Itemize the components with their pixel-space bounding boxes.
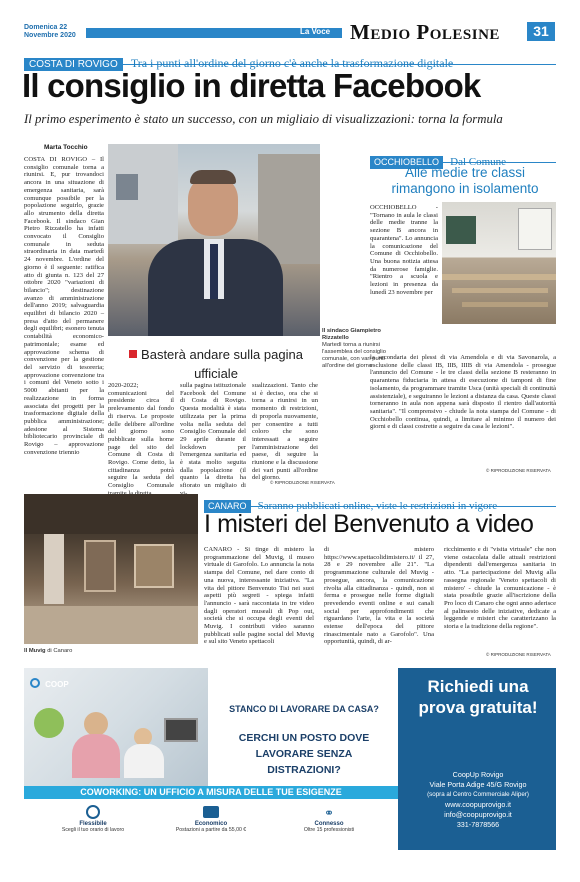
canaro-tag: CANARO [204,500,251,513]
kicker [24,52,556,70]
article-col3: sulla pagina istituzionale Facebook del Comune di Costa di Rovigo. Questa modalità è stata utilizzata per la prima volta nella seduta del Consiglio Comunale del 29 aprile durante il lockdown per l'emergenza sanitaria ed è stata molto seguita dalla popolazione (il quanto la diretta ha sfiorato un migliaio di [180,382,246,490]
caption-text: Martedì torna a riunirsi l'assemblea del consiglio comunale, con vari punti all'ordine del giorno [322,342,386,369]
museum-caption-name: Il Muvig [24,648,46,654]
ad-logo-text: COOP [45,680,69,689]
date-day: Domenica 22 [24,24,68,31]
side-kicker [370,150,556,168]
feature-economy-title: Economico [194,821,228,827]
side-tag: OCCHIOBELLO [370,156,443,169]
side-body-full: la secondaria dei plessi di via Amendola e di via Savonarola, a esclusione delle classi IB, IIB, IIIB di via Amendola - prosegue l'annuncio del Comune - le tre classi della sezione B resteranno in quarantena fiduciaria in attesa di esecuzione di tamponi di fine isolamento, da programmare tramite Usca (unità speciali di continuità assistenziale), e seguiranno le lezioni a distanza da casa. Queste classi torneranno in aula non appena sarà disposto il rientro dall'autorità sanitaria". "Il comprensivo - chiude la nota stampa del Comune - di Occhiobello continua, quindi, a limitare al minimo il numero dei giorni e di classi costrette a seguire da casa le lezioni". [370,354,556,431]
mayor-photo [108,144,320,336]
feature-flexible [38,805,148,833]
article-col1: COSTA DI ROVIGO – Il consiglio comunale torna a riunirsi. E, pur trovandoci ancora in una situazione di emergenza sanitaria, sarà comunque possibile per la popolazione seguirlo, grazie allo strumento della diretta Facebook. Il sindaco Gian Pietro Rizzatello ha infatti convocato il Consiglio comunale in seduta straordinaria in data martedì 24 novembre. L'ordine del giorno è il seguente: ratifica atto di giunta n. 123 del 27 ottobre 2020 "variazioni di bilancio"; destinazione avanzo di amministrazione dell'anno 2019; salvaguardia equilibri di bilancio 2020 – presa d'atto del permanere degli equilibri; esonero tenuta contabilità economico-patrimoniale; esame ed approvazione schema di convenzione per la gestione del servizio di tesoreria; approvazione convenzione tra i comuni del Veneto sotto i 5000 abitanti per la realizzazione in forma associata dei progetti per la trasformazione digitale della pubblica amministrazione; adesione al Sistema bibliotecario provinciale di Rovigo – approvazione convenzione triennio [24,156,104,456]
author: Marta Tocchio [44,144,88,151]
side-reserved: © RIPRODUZIONE RISERVATA [486,468,551,473]
ad-logo [30,672,69,691]
museum-photo [24,494,198,644]
date [24,24,76,40]
feature-connected-text: Oltre 15 professionisti [303,827,355,833]
coop-logo-icon [30,678,40,688]
classroom-photo [442,202,556,324]
share-icon: ⚭ [323,806,335,820]
ad-banner: COWORKING: UN UFFICIO A MISURA DELLE TUE ESIGENZE [24,786,398,799]
subhead: Il primo esperimento è stato un successo, con un migliaio di visualizzazioni: torna la formula [24,112,503,126]
ad-address: Viale Porta Adige 45/G Rovigo [429,780,527,789]
museum-caption [24,648,72,654]
canaro-col1: CANARO - Si tinge di mistero la programmazione del Muvig, il museo virtuale di Garofolo. Lo annuncia la nota stampa del Comune, nel dare conto di una nuova, interessante iniziativa. "La vita del pittore Benvenuto Tisi nei suoi aspetti più segreti - spiega infatti l'annuncio - sarà raccontata in tre video dagli operatori museali di Pop out, società che si occupa degli eventi del Muvig. I contributi video saranno pubblicati sulle pagine social del Muvig e sul sito Veneto spettacoli [204,546,314,646]
square-icon [129,350,137,358]
side-tag-text: Dal Comune [450,156,507,168]
ad-web[interactable]: www.coopuprovigo.it [445,800,511,809]
pull-quote-text: Basterà andare sulla pagina ufficiale [141,347,303,381]
main-reserved: © RIPRODUZIONE RISERVATA [270,480,335,485]
ad-address-2: (sopra al Centro Commerciale Aliper) [427,791,529,798]
museum-caption-text: di Canaro [47,648,73,654]
ad-phone: 331-7878566 [456,820,500,829]
feature-flexible-title: Flessibile [79,821,107,827]
feature-flexible-text: Scegli il tuo orario di lavoro [61,827,125,833]
article-col4: sualizzazioni. Tanto che si è deciso, ora che si torna a riunirsi in un momento di restrizioni, di proporla nuovamente, per consentire a tutti coloro che sono interessati a seguire l'amministrazione dei paese, di seguire la riunione e la discussione dei vari punti all'ordine del giorno. [252,382,318,482]
page-number: 31 [527,22,555,41]
caption-name: Il sindaco Giampietro Rizzatello [322,328,381,341]
canaro-headline: I misteri del Benvenuto a video [204,510,534,538]
section-title: Medio Polesine [350,20,500,44]
feature-connected-title: Connesso [314,821,344,827]
article-col2: 2020-2022; comunicazioni del presidente circa il prelevamento dal fondo di riserva. Le proposte delle delibere all'ordine del giorno sono pubblicate sulla home page del sito del Comune di Costa di Rovigo. Come detto, la cittadinanza potrà seguire la seduta del Consiglio Comunale [108,382,174,490]
canaro-col3: ricchimento e di "visita virtuale" che non viene ostacolata dalle attuali restrizioni dipendenti dall'emergenza sanitaria in atto. "La partecipazione del Muvig alla rassegna regionale 'Veneto spettacoli di mistero' - chiude la comunicazione - è stata possibile grazie all'iscrizione della Pro loco di Canaro che ogni anno aderisce al palinsesto delle iniziative, dedicate a leggende e misteri che caratterizzano la storia e la tradizione della regione". [444,546,556,631]
canaro-reserved: © RIPRODUZIONE RISERVATA [486,652,551,657]
ad-question-2: CERCHI UN POSTO DOVE LAVORARE SENZA DISTRAZIONI? [238,732,370,776]
ad-question-1: STANCO DI LAVORARE DA CASA? [229,704,379,714]
kicker-text: Tra i punti all'ordine del giorno c'è anche la trasformazione digitale [130,56,454,70]
ad-cta: Richiedi una prova gratuita! [418,677,538,717]
pull-quote [116,344,316,382]
ad-email[interactable]: info@coopuprovigo.it [444,810,512,819]
canaro-col2: di mistero https://www.spettacolidimistero.it/ il 27, 28 e 29 novembre alle 21". "La programmazione culturale del Muvig - prosegue, ancora, la comunicazione rivolta alla cittadinanza - quindi, non si ferma e prosegue nelle forme digitali prevedendo eventi online e sui canali social per approfondimenti che riguardano l'arte, la vita e la società estense dell'epoca del pittore rinascimentale nato a Garofolo". Una opportunità, quindi, di ar- [324,546,434,646]
feature-economy [156,805,266,833]
kicker-tag: COSTA DI ROVIGO [24,58,123,71]
feature-connected [274,805,384,833]
canaro-kicker [204,494,556,512]
ad-name: CoopUp Rovigo [452,770,504,779]
ad-features [24,799,398,850]
paper-name: La Voce [300,27,331,36]
date-month: Novembre 2020 [24,32,76,39]
side-headline: Alle medie tre classi rimangono in isolamento [391,165,539,196]
feature-economy-text: Postazioni a partire da 55,00 € [175,827,247,833]
clock-icon [86,805,100,819]
ad-contact [402,770,554,830]
wallet-icon [203,806,219,818]
coworking-ad [24,668,556,850]
side-body-left: OCCHIOBELLO - "Tornano in aula le classi delle medie tranne la sezione B ancora in quarantena". Lo annuncia la comunicazione del Comune di Occhiobello. Una buona notizia attesa da numerose famiglie. "Rientro a scuola e lezioni in presenza da lunedì 23 novembre per [370,204,438,296]
canaro-tag-text: Saranno pubblicati online, viste le restrizioni in vigore [257,500,498,512]
headline: Il consiglio in diretta Facebook [22,67,481,104]
